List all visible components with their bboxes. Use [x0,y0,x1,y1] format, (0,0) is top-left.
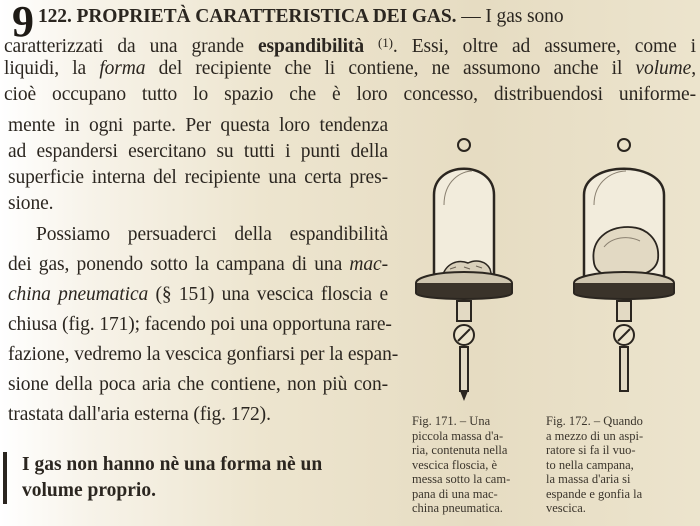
summary-line-1: I gas non hanno nè una forma nè un [22,454,323,475]
figure-171-bell-jar-deflated [412,135,542,405]
p2-line-6: sione della poca aria che contiene, non più con- [8,374,388,395]
caption-line: ria, contenuta nella [412,443,508,457]
p1-line-2 [4,58,696,80]
p2-line-5: fazione, vedremo la vescica gonfiarsi per la espan- [8,344,399,365]
p2-line-2 [8,254,388,276]
caption-line: espande e gonfia la [546,486,643,501]
caption-line: piccola massa d'a- [412,428,504,443]
summary-bar [3,452,7,504]
term-espandibilita: espandibilità [257,36,364,57]
p1-text: . Essi, oltre ad assumere, come i [392,36,696,57]
marginal-section-mark: 9 [12,0,34,46]
p1-text: , [691,58,696,79]
caption-line: a mezzo di un aspi- [546,428,644,443]
heading-continuation: — I gas sono [456,6,564,27]
footnote-ref: (1) [378,35,393,50]
section-heading-line [38,6,688,28]
p1-text: liquidi, la [4,58,100,79]
term-volume: volume [635,58,692,79]
p2-line-4: chiusa (fig. 171); facendo poi una opportuna rare- [8,314,392,335]
caption-line: Fig. 171. – Una [412,414,491,428]
term-macchina: mac- [349,254,388,275]
caption-line: vescica floscia, è [412,457,498,472]
figure-172-bell-jar-inflated [566,135,696,405]
p1-line-3: cioè occupano tutto lo spazio che è loro concesso, distribuendosi uniforme- [4,84,696,105]
caption-line: la massa d'aria si [546,472,631,486]
p1-line-7: sione. [8,193,54,214]
p1-line-1 [4,32,696,58]
caption-line: china pneumatica. [412,501,503,515]
p2-text: (§ 151) una vescica floscia e [148,284,389,305]
summary-line-2: volume proprio. [22,480,156,501]
p1-line-5: ad espandersi esercitano su tutti i punti della [8,141,388,162]
term-forma: forma [99,58,146,79]
caption-line: ratore si fa il vuo- [546,443,636,457]
section-number: 122. [38,6,72,27]
caption-line: pana di una mac- [412,486,498,501]
p1-line-4: mente in ogni parte. Per questa loro tendenza [8,115,388,136]
p2-line-3 [8,284,388,306]
caption-line: to nella campana, [546,457,634,472]
caption-fig-171 [412,414,524,516]
p2-text: dei gas, ponendo sotto la campana di una [8,254,350,275]
p1-line-6: superficie interna del recipiente una certa pres- [8,167,388,188]
caption-fig-172 [546,414,658,516]
section-title: PROPRIETÀ CARATTERISTICA DEI GAS. [76,6,457,27]
summary-box [22,452,402,504]
p2-line-1: Possiamo persuaderci della espandibilità [36,224,388,245]
term-pneumatica: china pneumatica [8,284,149,305]
caption-line: messa sotto la cam- [412,472,511,486]
caption-line: vescica. [546,501,586,515]
p1-text: caratterizzati da una grande [4,36,258,57]
p1-text: del recipiente che li contiene, ne assumono anche il [145,58,636,79]
p2-line-7: trastata dall'aria esterna (fig. 172). [8,404,271,425]
caption-line: Fig. 172. – Quando [546,414,643,428]
